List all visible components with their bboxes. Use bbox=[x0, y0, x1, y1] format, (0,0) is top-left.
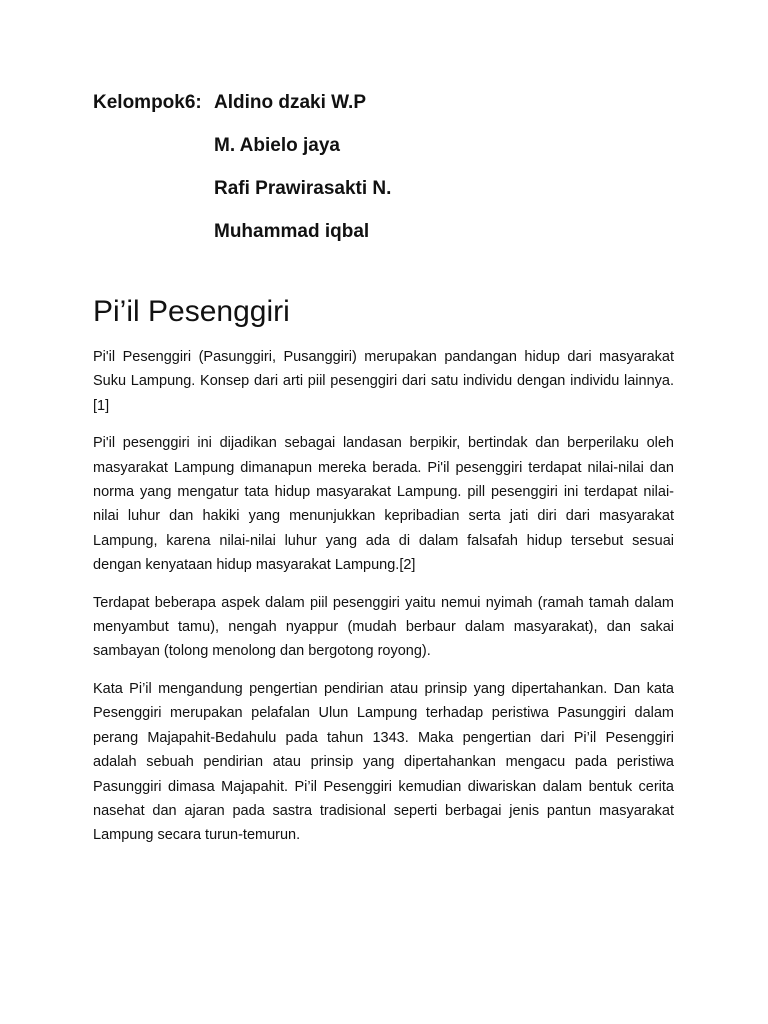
body-paragraph: Kata Pi’il mengandung pengertian pendirian atau prinsip yang dipertahankan. Dan kata Pesenggiri merupakan pelafalan Ulun Lampung terhadap peristiwa Pasunggiri dalam perang Majapahit-Bedahulu pada tahun 1343. Maka pengertian dari Pi’il Pesenggiri adalah sebuah pendirian atau prinsip yang dipertahankan mengacu pada peristiwa Pasunggiri dimasa Majapahit. Pi’il Pesenggiri kemudian diwariskan dalam bentuk cerita nasehat dan ajaran pada sastra tradisional seperti berbagai jenis pantun masyarakat Lampung secara turun-temurun. bbox=[93, 680, 674, 844]
body-paragraph: Pi'il pesenggiri ini dijadikan sebagai landasan berpikir, bertindak dan berperilaku oleh masyarakat Lampung dimanapun mereka berada. Pi'il pesenggiri terdapat nilai-nilai dan norma yang mengatur tata hidup masyarakat Lampung. pill pesenggiri ini terdapat nilai-nilai luhur dan hakiki yang menunjukkan kepribadian serta jati diri dari masyarakat Lampung, karena nilai-nilai luhur yang ada di dalam falsafah hidup tersebut sesuai dengan kenyataan hidup masyarakat Lampung.[2] bbox=[93, 435, 674, 574]
group-row-4 bbox=[93, 217, 653, 260]
document-title: Pi’il Pesenggiri bbox=[93, 295, 290, 328]
body-paragraph: Pi'il Pesenggiri (Pasunggiri, Pusanggiri) merupakan pandangan hidup dari masyarakat Suku Lampung. Konsep dari arti piil pesenggiri dari satu individu dengan individu lainnya.[1] bbox=[93, 349, 674, 414]
group-member: Rafi Prawirasakti N. bbox=[214, 178, 392, 199]
group-members-block bbox=[93, 88, 653, 260]
group-label: Kelompok6: bbox=[93, 92, 202, 113]
group-member: M. Abielo jaya bbox=[214, 135, 340, 156]
group-row-3 bbox=[93, 174, 653, 217]
group-row-2 bbox=[93, 131, 653, 174]
group-row-1 bbox=[93, 88, 653, 131]
document-body bbox=[93, 345, 674, 861]
body-paragraph: Terdapat beberapa aspek dalam piil pesenggiri yaitu nemui nyimah (ramah tamah dalam menyambut tamu), nengah nyappur (mudah berbaur dalam masyarakat), dan sakai sambayan (tolong menolong dan bergotong royong). bbox=[93, 594, 674, 660]
group-member: Muhammad iqbal bbox=[214, 221, 370, 242]
group-member: Aldino dzaki W.P bbox=[214, 92, 367, 113]
